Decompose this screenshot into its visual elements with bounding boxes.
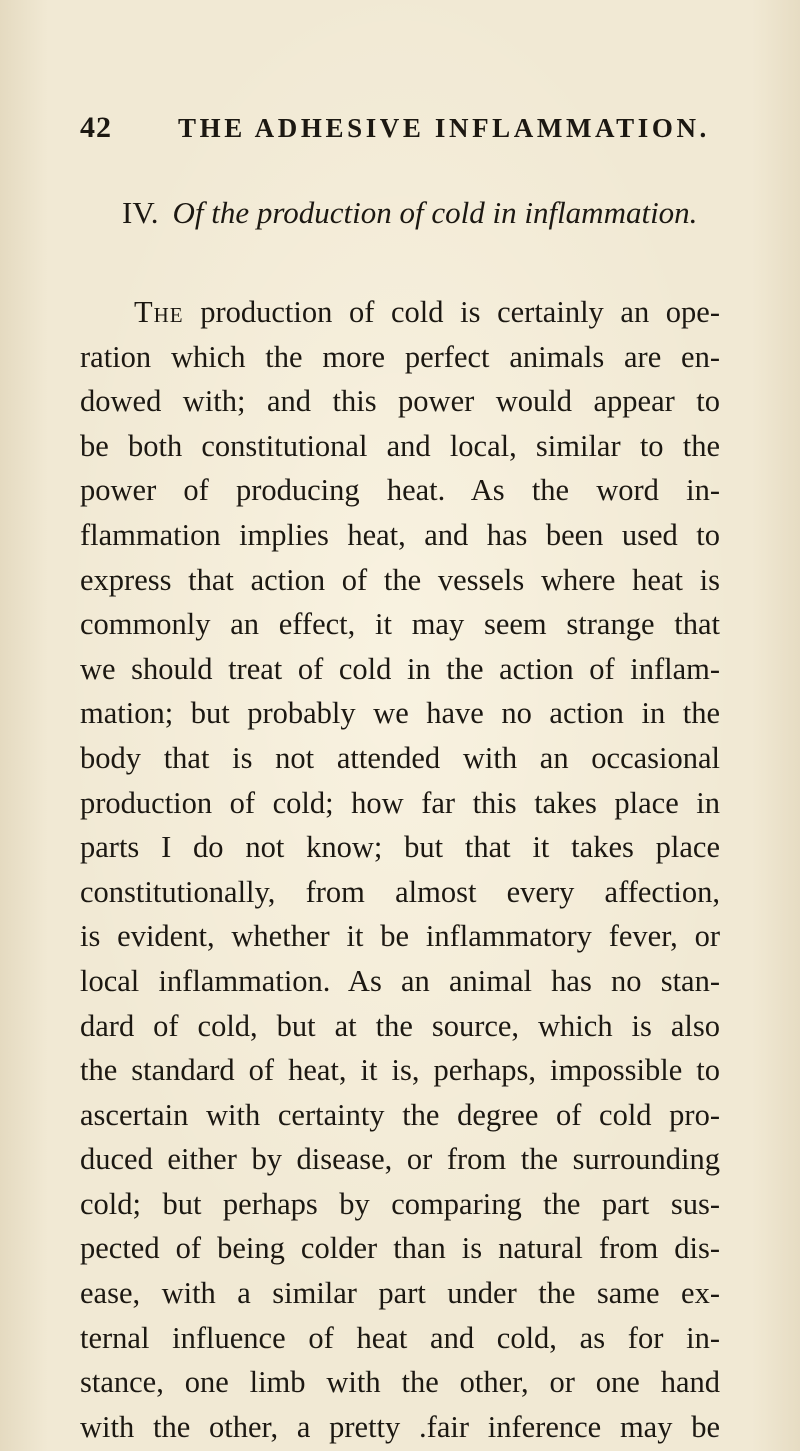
section-heading <box>122 193 697 233</box>
text-line: duced either by disease, or from the surrounding <box>80 1142 720 1177</box>
text-line: is evident, whether it be inflammatory fever, or <box>80 919 720 954</box>
first-line-text: production of cold is certainly an ope- <box>183 295 720 329</box>
text-line: cold; but perhaps by comparing the part sus- <box>80 1186 720 1221</box>
text-line: ration which the more perfect animals are en- <box>80 339 720 374</box>
text-line: parts I do not know; but that it takes place <box>80 830 720 865</box>
text-line: ascertain with certainty the degree of cold pro- <box>80 1097 720 1132</box>
text-line: ternal influence of heat and cold, as for in- <box>80 1320 720 1355</box>
text-line: stance, one limb with the other, or one hand <box>80 1365 720 1400</box>
text-line: local inflammation. As an animal has no stan- <box>80 963 720 998</box>
text-line: mation; but probably we have no action in the <box>80 696 720 731</box>
running-head: THE ADHESIVE INFLAMMATION. <box>178 113 710 143</box>
section-numeral: IV. <box>122 195 159 230</box>
text-line: constitutionally, from almost every affection, <box>80 874 720 909</box>
page-number: 42 <box>80 111 112 144</box>
text-line: commonly an effect, it may seem strange that <box>80 607 720 642</box>
paragraph-first-line <box>80 290 720 335</box>
text-line: production of cold; how far this takes place in <box>80 785 720 820</box>
text-line: power of producing heat. As the word in- <box>80 473 720 508</box>
text-line: dard of cold, but at the source, which is also <box>80 1008 720 1043</box>
text-line: flammation implies heat, and has been used to <box>80 517 720 552</box>
text-line: pected of being colder than is natural from dis- <box>80 1231 720 1266</box>
text-line: be both constitutional and local, similar to the <box>80 428 720 463</box>
drop-word: The <box>134 295 184 329</box>
text-line: body that is not attended with an occasional <box>80 740 720 775</box>
section-title: Of the production of cold in inflammation. <box>172 195 698 230</box>
text-line: the standard of heat, it is, perhaps, impossible to <box>80 1053 720 1088</box>
text-line: express that action of the vessels where heat is <box>80 562 720 597</box>
body-paragraph <box>80 290 720 1449</box>
text-line: with the other, a pretty .fair inference may be <box>80 1409 720 1444</box>
text-line: dowed with; and this power would appear to <box>80 384 720 419</box>
text-line: we should treat of cold in the action of inflam- <box>80 651 720 686</box>
page-header <box>0 108 800 148</box>
text-line: ease, with a similar part under the same ex- <box>80 1276 720 1311</box>
